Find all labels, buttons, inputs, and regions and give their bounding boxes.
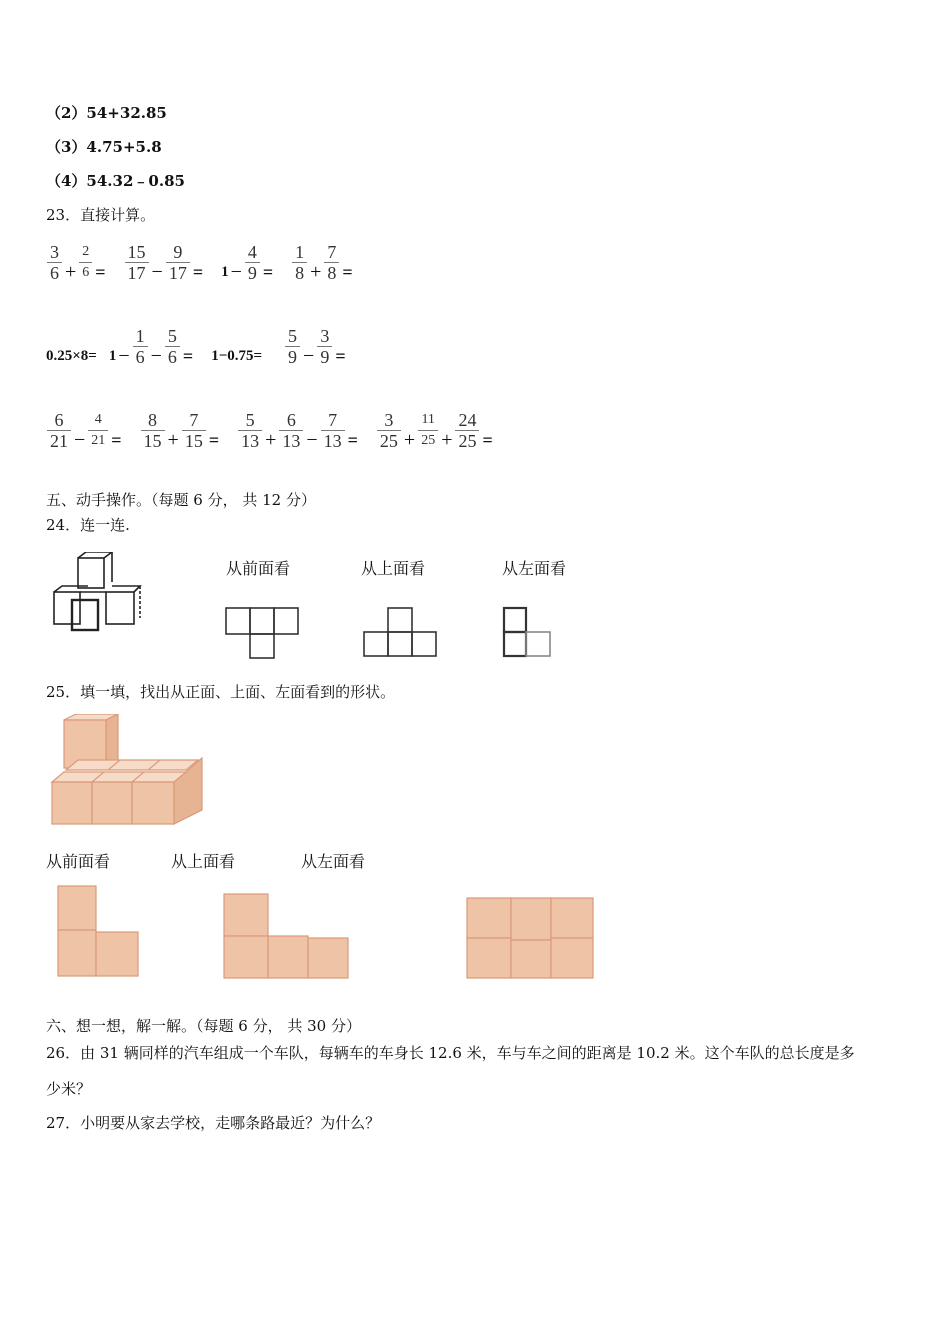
q25-title: 25．填一填，找出从正面、上面、左面看到的形状。 — [46, 683, 396, 701]
calc-row-2: 0.25×8= 1 − $\frac{1}{6}$ − $\frac{5}{6}$ = 1−0.75= $\frac{5}{9}$ − $\frac{3}{9}$ = — [46, 325, 346, 367]
q24-label-top: 从上面看 — [361, 559, 426, 578]
q25-cube-figure — [48, 714, 206, 826]
q24-label-front: 从前面看 — [226, 559, 291, 578]
calc-row-1: $\frac{3}{6}$ + $\frac{2}{6}$ = $\frac{15}{17}$ − $\frac{9}{17}$ = 1 − $\frac{4}{9}$ = $\frac{1}{8}$ + $\frac{7}{8}$ = — [46, 232, 371, 292]
q25-label-top: 从上面看 — [171, 852, 236, 871]
q24-label-left: 从左面看 — [502, 559, 567, 578]
section-5-title: 五、动手操作。（每题 6 分， 共 12 分） — [46, 491, 316, 509]
q24-view-shape-1 — [224, 606, 302, 660]
q24-cube-figure — [48, 552, 148, 636]
q24-title: 24．连一连. — [46, 516, 130, 534]
section-6-title: 六、想一想，解一解。（每题 6 分， 共 30 分） — [46, 1017, 361, 1035]
q25-label-front: 从前面看 — [46, 852, 111, 871]
q25-label-left: 从左面看 — [301, 852, 366, 871]
q22-item-2: （2）54+32.85 — [46, 104, 167, 122]
q26-line-2: 少米？ — [46, 1080, 92, 1098]
q25-answer-top — [222, 892, 352, 982]
q27-title: 27．小明要从家去学校，走哪条路最近？为什么？ — [46, 1114, 381, 1132]
q25-answer-front — [56, 884, 142, 980]
q22-item-4: （4）54.32﹣0.85 — [46, 172, 185, 190]
q26-line-1: 26．由 31 辆同样的汽车组成一个车队，每辆车的车身长 12.6 米，车与车之间的距离是 10.2 米。这个车队的总长度是多 — [46, 1044, 855, 1062]
calc-row-3: $\frac{6}{21}$ − $\frac{4}{21}$ = $\frac{8}{15}$ + $\frac{7}{15}$ = $\frac{5}{13}$ + $\frac{6}{13}$ − $\frac{7}{13}$ = $\frac{3}{25}$ + $\frac{11}{25}$ + $\frac{24}{25}$ = — [46, 400, 511, 460]
q24-view-shape-2 — [362, 606, 440, 660]
q23-title: 23．直接计算。 — [46, 206, 156, 224]
q24-view-shape-3 — [502, 606, 556, 660]
q22-item-3: （3）4.75+5.8 — [46, 138, 162, 156]
q25-answer-left — [465, 896, 597, 982]
